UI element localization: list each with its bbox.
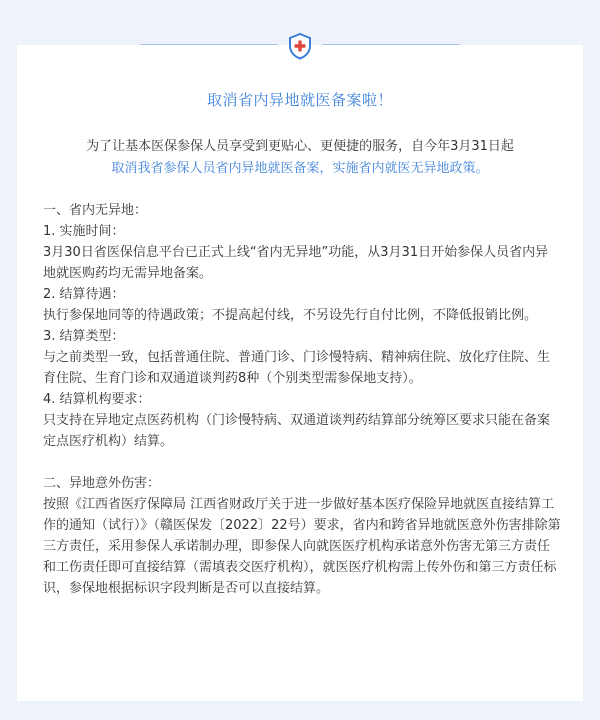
header-rule-right (322, 44, 460, 45)
section-2-heading: 二、异地意外伤害： (43, 476, 161, 491)
item-1-label: 1. 实施时间： (43, 224, 125, 239)
item-1-text: 3月30日省医保信息平台已正式上线“省内无异地”功能，从3月31日开始参保人员省内异地就医购药均无需异地备案。 (43, 245, 549, 281)
item-2-label: 2. 结算待遇： (43, 287, 125, 302)
item-3-label: 3. 结算类型： (43, 329, 125, 344)
section-2-text: 按照《江西省医疗保障局 江西省财政厅关于进一步做好基本医疗保险异地就医直接结算工作的通知（试行）》（赣医保发〔2022〕22号）要求，省内和跨省异地就医意外伤害排除第三方责任，采用参保人承诺制办理，即参保人向就医医疗机构承诺意外伤害无第三方责任和工伤责任即可直接结算（需填表交医疗机构），就医医疗机构需上传外伤和第三方责任标识，参保地根据标识字段判断是否可以直接结算。 (43, 497, 561, 596)
page-title: 取消省内异地就医备案啦！ (206, 91, 393, 109)
intro-paragraph (38, 136, 562, 180)
notice-body (43, 200, 561, 599)
header-rule-left (140, 44, 278, 45)
item-4-label: 4. 结算机构要求： (43, 392, 151, 407)
shield-cross-icon (285, 31, 315, 61)
item-3-text: 与之前类型一致，包括普通住院、普通门诊、门诊慢特病、精神病住院、放化疗住院、生育住院、生育门诊和双通道谈判药8种（个别类型需参保地支持）。 (43, 350, 551, 386)
intro-line-1: 为了让基本医保参保人员享受到更贴心、更便捷的服务，自今年3月31日起 (86, 139, 514, 154)
section-1-heading: 一、省内无异地： (43, 203, 148, 218)
item-2-text: 执行参保地同等的待遇政策；不提高起付线，不另设先行自付比例，不降低报销比例。 (43, 308, 538, 323)
section-gap (43, 452, 561, 473)
item-4-text: 只支持在异地定点医药机构（门诊慢特病、双通道谈判药结算部分统筹区要求只能在备案定点医疗机构）结算。 (43, 413, 551, 449)
intro-highlight: 取消我省参保人员省内异地就医备案，实施省内就医无异地政策。 (111, 161, 489, 176)
